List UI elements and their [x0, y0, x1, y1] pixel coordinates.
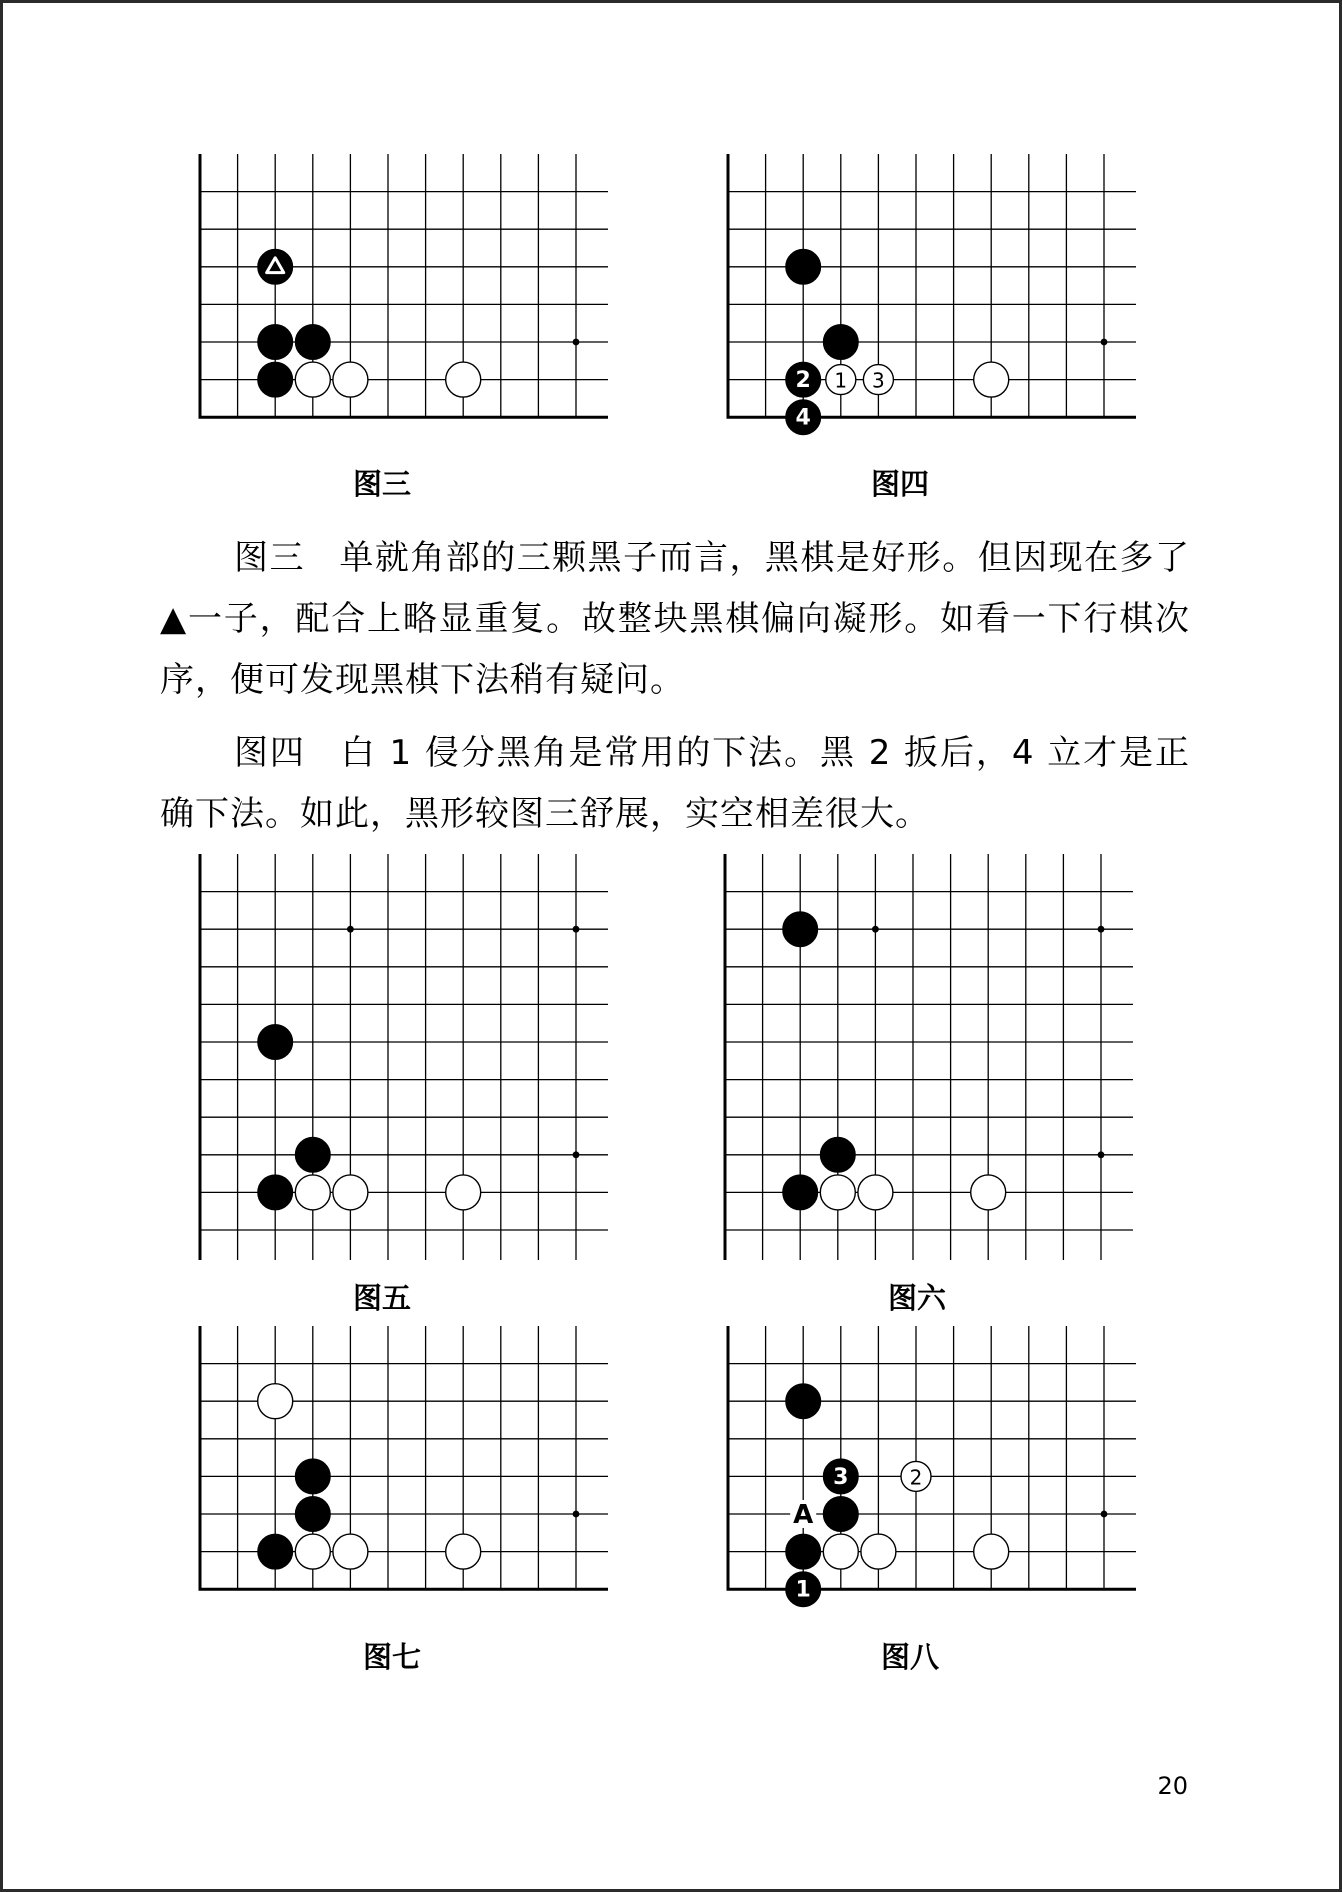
- black-stone: [258, 325, 293, 360]
- stone-number: 3: [833, 1464, 849, 1490]
- black-stone: [258, 1175, 293, 1210]
- white-stone: [295, 362, 330, 397]
- white-stone: [826, 365, 856, 395]
- white-stone: [333, 362, 368, 397]
- star-point: [347, 926, 354, 933]
- white-stone: [446, 362, 481, 397]
- black-stone: [258, 1025, 293, 1060]
- black-stone: [258, 362, 293, 397]
- black-stone: [823, 1497, 858, 1532]
- white-stone: [861, 1534, 896, 1569]
- page-number: 20: [1157, 1772, 1188, 1800]
- white-stone: [901, 1461, 931, 1491]
- stone-number: 3: [872, 368, 885, 393]
- paragraph-2-text: 白 1 侵分黑角是常用的下法。黑 2 扳后，4 立才是正确下法。如此，黑形较图三舒展，实空相差很大。: [160, 733, 1190, 834]
- paragraph-2: [160, 723, 1190, 845]
- paragraph-1-label: 图三: [234, 538, 305, 578]
- white-stone: [295, 1175, 330, 1210]
- star-point: [1101, 1511, 1108, 1518]
- black-stone: [783, 912, 818, 947]
- star-point: [573, 1511, 580, 1518]
- star-point: [573, 1151, 580, 1158]
- stone-number: 1: [834, 368, 848, 393]
- white-stone: [446, 1175, 481, 1210]
- black-stone: [786, 400, 821, 435]
- stone-number: 1: [795, 1577, 811, 1603]
- white-stone: [863, 365, 893, 395]
- go-diagram-6: [715, 850, 1135, 1260]
- paragraph-1: [160, 528, 1190, 711]
- white-stone: [258, 1384, 293, 1419]
- star-point: [573, 339, 580, 346]
- white-stone: [446, 1534, 481, 1569]
- white-stone: [295, 1534, 330, 1569]
- star-point: [573, 926, 580, 933]
- caption-diagram-4: 图四: [870, 467, 929, 501]
- go-diagram-3: [190, 150, 610, 440]
- black-stone: [786, 1534, 821, 1569]
- black-stone: [295, 325, 330, 360]
- black-stone: [786, 1384, 821, 1419]
- white-stone: [820, 1175, 855, 1210]
- paragraph-1-text: 单就角部的三颗黑子而言，黑棋是好形。但因现在多了▲一子，配合上略显重复。故整块黑棋偏向凝形。如看一下行棋次序，便可发现黑棋下法稍有疑问。: [160, 538, 1191, 700]
- black-stone: [820, 1137, 855, 1172]
- star-point: [1101, 339, 1108, 346]
- caption-diagram-5: 图五: [352, 1281, 411, 1315]
- board-letter: A: [793, 1500, 814, 1530]
- go-diagram-5: [190, 850, 610, 1260]
- star-point: [1098, 926, 1105, 933]
- white-stone: [974, 1534, 1009, 1569]
- black-stone: [295, 1497, 330, 1532]
- white-stone: [823, 1534, 858, 1569]
- star-point: [1098, 1151, 1105, 1158]
- caption-diagram-8: 图八: [880, 1640, 939, 1674]
- white-stone: [974, 362, 1009, 397]
- caption-diagram-7: 图七: [362, 1640, 421, 1674]
- black-stone: [295, 1459, 330, 1494]
- black-stone: [823, 1459, 858, 1494]
- white-stone: [971, 1175, 1006, 1210]
- stone-number: 4: [795, 405, 811, 431]
- white-stone: [333, 1534, 368, 1569]
- white-stone: [858, 1175, 893, 1210]
- stone-number: 2: [795, 368, 811, 394]
- go-diagram-7: [190, 1322, 610, 1612]
- black-stone: [823, 325, 858, 360]
- caption-diagram-3: 图三: [352, 467, 411, 501]
- go-diagram-4: [718, 150, 1138, 440]
- star-point: [872, 926, 879, 933]
- black-stone: [295, 1137, 330, 1172]
- white-stone: [333, 1175, 368, 1210]
- black-stone: [258, 1534, 293, 1569]
- black-stone: [258, 249, 293, 284]
- stone-number: 2: [909, 1465, 923, 1490]
- go-diagram-8: [718, 1322, 1138, 1612]
- black-stone: [786, 1572, 821, 1607]
- black-stone: [786, 362, 821, 397]
- black-stone: [786, 249, 821, 284]
- black-stone: [783, 1175, 818, 1210]
- caption-diagram-6: 图六: [887, 1281, 946, 1315]
- paragraph-2-label: 图四: [234, 733, 306, 773]
